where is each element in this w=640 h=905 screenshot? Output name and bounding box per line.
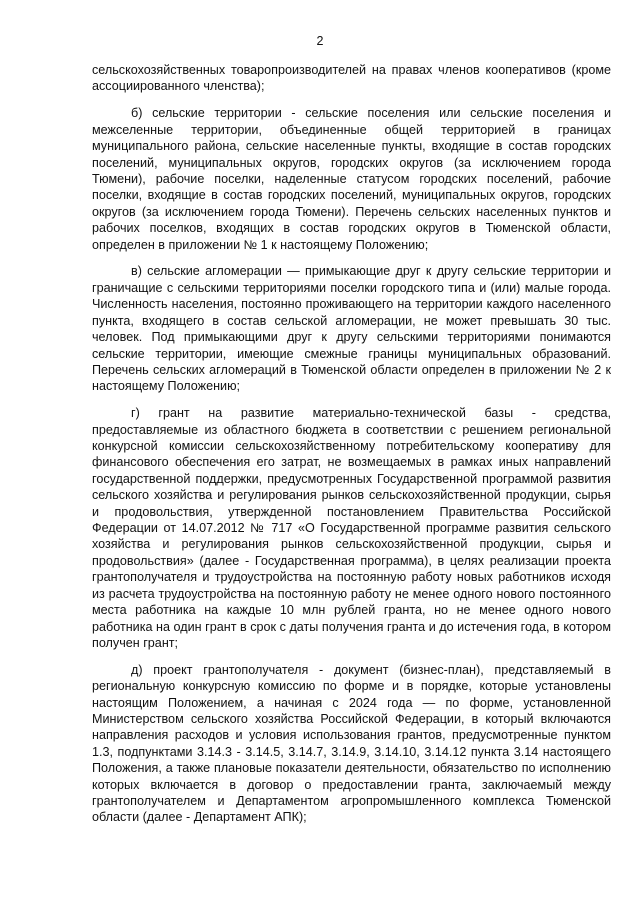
- page-number: 2: [316, 34, 324, 48]
- paragraph-continuation: сельскохозяйственных товаропроизводителей на правах членов кооперативов (кроме ассоциированного членства);: [92, 63, 611, 94]
- document-body: [92, 62, 611, 836]
- paragraph-b-rural-territories: б) сельские территории - сельские поселения или сельские поселения и межселенные территории, объединенные общей территорией в границах муниципального района, сельские населенные пункты, входящие в состав городских поселений, муниципальных округов, городских округов (за исключением города Тюмени), рабочие поселки, наделенные статусом городских поселений, рабочие поселки, входящие в состав городских поселений, муниципальных округов, городских округов (за исключением города Тюмени). Перечень сельских населенных пунктов и рабочих поселков, входящих в состав городских округов в Тюменской области, определен в приложении № 1 к настоящему Положению;: [92, 106, 611, 252]
- paragraph-v-rural-agglomerations: в) сельские агломерации — примыкающие друг к другу сельские территории и граничащие с сельскими территориями поселки городского типа и (или) малые города. Численность населения, постоянно проживающего на территории каждого населенного пункта, входящего в состав сельской агломерации, не может превышать 30 тыс. человек. Под примыкающими друг к другу сельскими территориями понимаются сельские территории, имеющие смежные границы муниципальных образований. Перечень сельских агломераций в Тюменской области определен в приложении № 2 к настоящему Положению;: [92, 264, 611, 394]
- paragraph-d-grantee-project: д) проект грантополучателя - документ (бизнес-план), представляемый в региональную конкурсную комиссию по форме и в порядке, которые установлены настоящим Положением, а начиная с 2024 года — по форме, установленной Министерством сельского хозяйства Российской Федерации, в который включаются направления расходов и условия использования грантов, предусмотренные пунктом 1.3, подпунктами 3.14.3 - 3.14.5, 3.14.7, 3.14.9, 3.14.10, 3.14.12 пункта 3.14 настоящего Положения, а также плановые показатели деятельности, обязательство по исполнению которых включается в договор о предоставлении гранта, заключаемый между грантополучателем и Департаментом агропромышленного комплекса Тюменской области (далее - Департамент АПК);: [92, 662, 611, 825]
- paragraph-g-grant: г) грант на развитие материально-технической базы - средства, предоставляемые из областного бюджета в соответствии с решением региональной конкурсной комиссии сельскохозяйственному потребительскому кооперативу для финансового обеспечения его затрат, не возмещаемых в рамках иных направлений государственной поддержки, предусмотренных Государственной программой развития сельского хозяйства и регулирования рынков сельскохозяйственной продукции, сырья и продовольствия, утвержденной постановлением Правительства Российской Федерации от 14.07.2012 № 717 «О Государственной программе развития сельского хозяйства и регулирования рынков сельскохозяйственной продукции, сырья и продовольствия» (далее - Государственная программа), в целях реализации проекта грантополучателя и трудоустройства на постоянную работу новых работников исходя из расчета трудоустройства на постоянную работу не менее одного нового постоянного места работника на каждые 10 млн рублей гранта, но не менее одного нового работника на один грант в срок с даты получения гранта и до истечения года, в котором получен грант;: [92, 406, 611, 650]
